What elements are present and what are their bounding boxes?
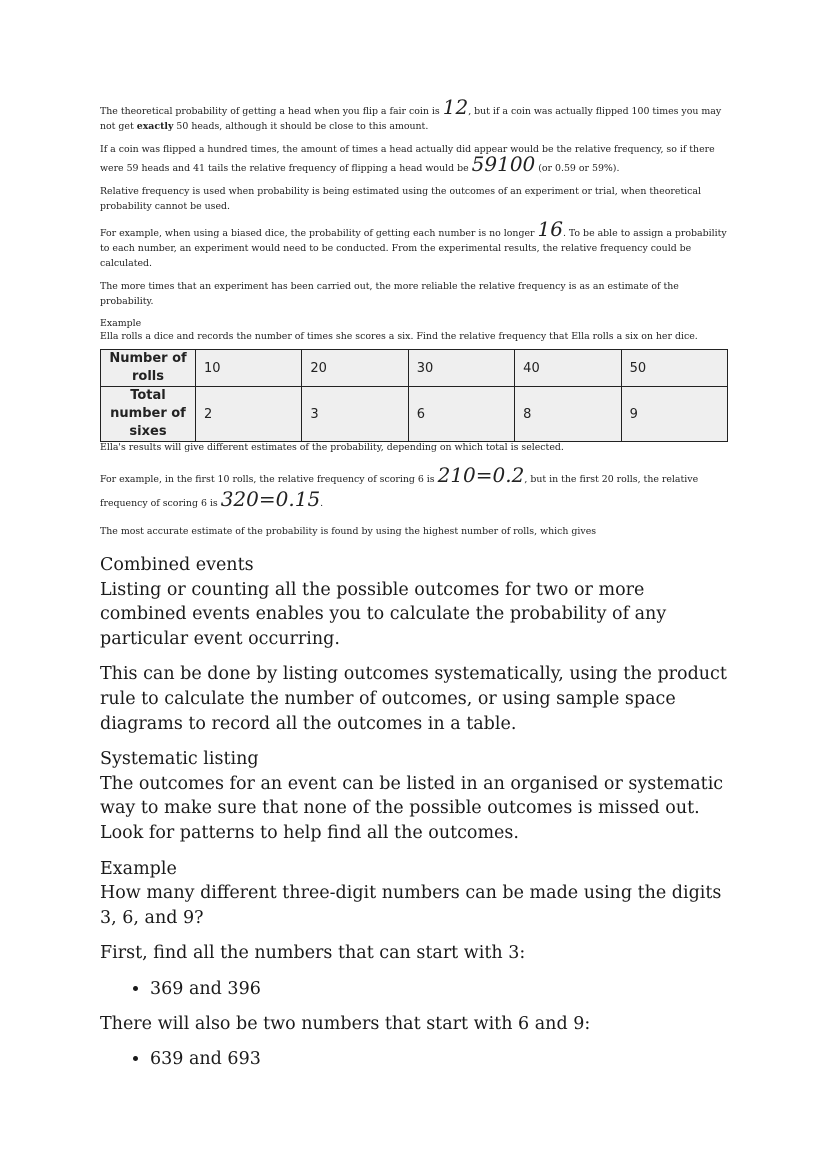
example-block	[100, 317, 728, 343]
systematic-listing-heading: Systematic listing	[100, 749, 259, 770]
example-question: How many different three-digit numbers can be made using the digits 3, 6, and 9?	[100, 883, 722, 928]
relative-frequency-example	[100, 463, 728, 516]
example-heading: Example	[100, 858, 177, 879]
list-item: • 639 and 693	[150, 1047, 728, 1072]
table-row	[101, 350, 728, 387]
text-run: 50 heads, although it should be close to this amount.	[176, 121, 429, 132]
text-run: (or 0.59 or 59%).	[538, 163, 620, 174]
example-step-2: There will also be two numbers that start with 6 and 9:	[100, 1013, 591, 1034]
document-page	[100, 95, 728, 1082]
combined-events-paragraph-1: Listing or counting all the possible outcomes for two or more combined events enables you to calculate the probability of any particular event occurring.	[100, 579, 667, 649]
text-run: . To be able to assign a probability to each number, an experiment would need to be conducted. From the experimental results, the relative frequency could be calculated.	[100, 228, 727, 269]
text-run: .	[320, 498, 324, 509]
bullet-list-1	[100, 977, 728, 1002]
table-cell: 50	[621, 350, 727, 387]
text-run: , but if a coin was actually flipped 100 times you may not get	[100, 106, 722, 132]
combined-events-paragraph-2: This can be done by listing outcomes systematically, using the product rule to calculate the number of outcomes, or using sample space diagrams to record all the outcomes in a table.	[100, 664, 727, 734]
math-fraction: 16	[537, 217, 563, 241]
text-run: , but in the first 20 rolls, the relative frequency of scoring 6 is	[100, 474, 699, 509]
combined-events-heading: Combined events	[100, 555, 254, 575]
example-label: Example	[100, 318, 142, 329]
math-fraction: 12	[442, 95, 469, 119]
table-cell: 6	[408, 387, 514, 442]
table-cell: 8	[515, 387, 621, 442]
example-text: Ella rolls a dice and records the number of times she scores a six. Find the relative frequency that Ella rolls a six on her dice.	[100, 331, 698, 342]
systematic-listing-paragraph: The outcomes for an event can be listed in an organised or systematic way to make sure that none of the possible outcomes is missed out. Look for patterns to help find all the outcomes.	[100, 773, 724, 843]
table-caption: Ella's results will give different estimates of the probability, depending on which total is selected.	[100, 442, 564, 453]
table-cell: 2	[196, 387, 302, 442]
table-cell: 9	[621, 387, 727, 442]
table-row	[101, 387, 728, 442]
intro-paragraph-2	[100, 142, 728, 176]
list-item: • 369 and 396	[150, 977, 728, 1002]
table-cell: 30	[408, 350, 514, 387]
math-expression: 210=0.2	[437, 463, 525, 487]
row-header-sixes: Total number of sixes	[101, 387, 196, 442]
text-run: For example, when using a biased dice, the probability of getting each number is no longer	[100, 228, 535, 239]
text-run: The theoretical probability of getting a head when you flip a fair coin is	[100, 106, 440, 117]
bold-text: exactly	[136, 121, 174, 132]
text-run: For example, in the first 10 rolls, the relative frequency of scoring 6 is	[100, 474, 435, 485]
table-cell: 3	[302, 387, 408, 442]
intro-paragraph-5: The more times that an experiment has been carried out, the more reliable the relative frequency is as an estimate of the probability.	[100, 281, 679, 307]
example-step-1: First, find all the numbers that can start with 3:	[100, 943, 526, 964]
intro-paragraph-4	[100, 217, 728, 271]
intro-paragraph-1	[100, 95, 728, 134]
intro-paragraph-3: Relative frequency is used when probability is being estimated using the outcomes of an experiment or trial, when theoretical probability cannot be used.	[100, 186, 701, 212]
row-header-rolls: Number of rolls	[101, 350, 196, 387]
text-run: If a coin was flipped a hundred times, the amount of times a head actually did appear would be the relative frequency, so if there were 59 heads and 41 tails the relative frequency of flipping a head would be	[100, 144, 715, 174]
most-accurate-paragraph: The most accurate estimate of the probability is found by using the highest number of rolls, which gives	[100, 526, 597, 537]
math-expression: 320=0.15	[220, 487, 321, 511]
table-cell: 20	[302, 350, 408, 387]
table-cell: 40	[515, 350, 621, 387]
bullet-list-2	[100, 1047, 728, 1072]
table-cell: 10	[196, 350, 302, 387]
math-fraction: 59100	[471, 152, 536, 176]
rolls-table	[100, 349, 728, 442]
